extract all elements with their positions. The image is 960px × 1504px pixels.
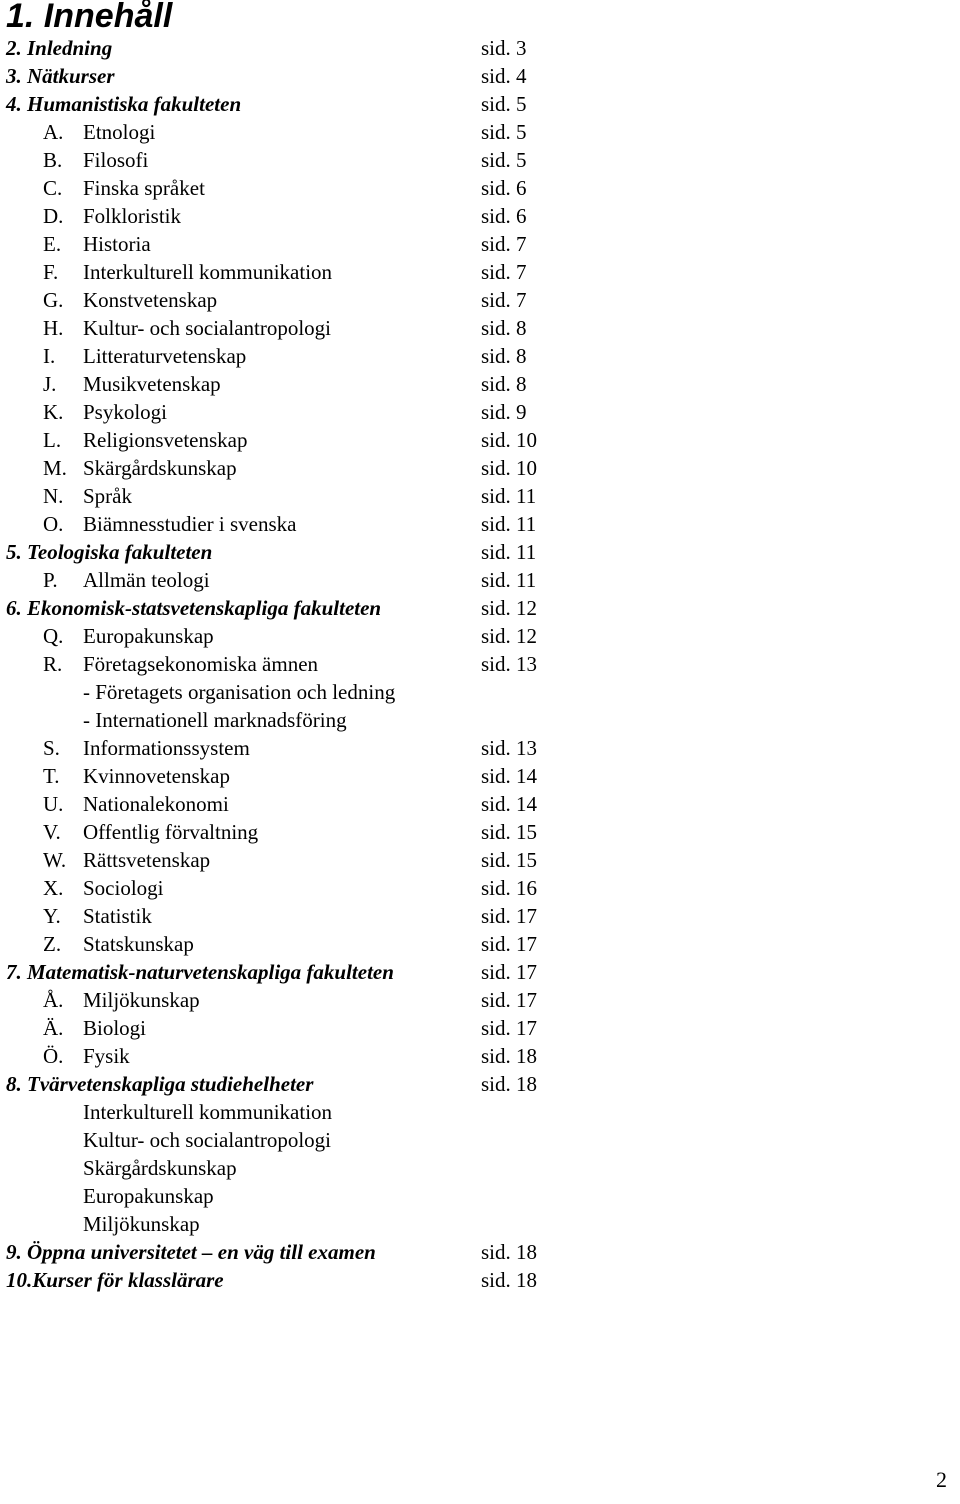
toc-page-ref: sid. 12 [481,624,538,648]
toc-page-ref: sid. 7 [481,288,527,312]
toc-item-row [0,258,960,286]
toc-item-label: Musikvetenskap [83,372,221,396]
toc-item-label: Nationalekonomi [83,792,229,816]
toc-subitem-label: - Företagets organisation och ledning [83,680,396,704]
toc-section-label: 6. Ekonomisk-statsvetenskapliga fakulteten [6,596,382,620]
toc-section-row [0,62,960,90]
toc-item-letter: X. [43,876,64,900]
toc-page-ref: sid. 8 [481,344,527,368]
toc-item-letter: Ö. [43,1044,64,1068]
toc-item-letter: R. [43,652,63,676]
toc-page-ref: sid. 18 [481,1072,538,1096]
toc-item-letter: J. [43,372,57,396]
toc-item-letter: K. [43,400,64,424]
toc-item-letter: H. [43,316,64,340]
toc-item-label: Sociologi [83,876,164,900]
toc-section-label: 9. Öppna universitetet – en väg till examen [6,1240,376,1264]
toc-item-label: Historia [83,232,151,256]
toc-page-ref: sid. 14 [481,792,538,816]
toc-item-row [0,930,960,958]
toc-item-row [0,174,960,202]
toc-section-row [0,1070,960,1098]
toc-item-letter: E. [43,232,62,256]
toc-item-letter: V. [43,820,61,844]
toc-item-row [0,230,960,258]
toc-page-ref: sid. 6 [481,204,527,228]
toc-section-row [0,34,960,62]
toc-item-row [0,454,960,482]
toc-subitem-row [0,678,960,706]
toc-item-row [0,118,960,146]
toc-subitem-label: Interkulturell kommunikation [83,1100,333,1124]
toc-item-letter: F. [43,260,59,284]
toc-page-ref: sid. 18 [481,1240,538,1264]
toc-item-label: Europakunskap [83,624,214,648]
toc-item-label: Finska språket [83,176,205,200]
toc-item-row [0,202,960,230]
toc-item-label: Filosofi [83,148,149,172]
toc-item-row [0,398,960,426]
toc-section-label: 3. Nätkurser [6,64,115,88]
toc-item-letter: D. [43,204,64,228]
toc-subitem-row [0,1210,960,1238]
toc-item-letter: P. [43,568,58,592]
toc-page-ref: sid. 18 [481,1044,538,1068]
toc-section-label: 8. Tvärvetenskapliga studiehelheter [6,1072,314,1096]
toc-item-label: Psykologi [83,400,168,424]
toc-item-letter: Å. [43,988,64,1012]
toc-page-ref: sid. 11 [481,540,537,564]
toc-item-letter: B. [43,148,63,172]
page-title: 1. Innehåll [6,0,173,35]
toc-page-ref: sid. 7 [481,260,527,284]
toc-item-label: Skärgårdskunskap [83,456,237,480]
toc-subitem-label: Kultur- och socialantropologi [83,1128,332,1152]
toc-item-row [0,622,960,650]
toc-page-ref: sid. 13 [481,652,538,676]
toc-item-label: Religionsvetenskap [83,428,248,452]
toc-item-label: Biologi [83,1016,147,1040]
toc-page-ref: sid. 5 [481,92,527,116]
toc-page-ref: sid. 12 [481,596,538,620]
toc-page-ref: sid. 11 [481,484,537,508]
toc-page-ref: sid. 5 [481,148,527,172]
toc-item-label: Statskunskap [83,932,194,956]
toc-item-label: Rättsvetenskap [83,848,211,872]
toc-item-letter: C. [43,176,63,200]
toc-item-label: Offentlig förvaltning [83,820,259,844]
toc-item-label: Folkloristik [83,204,182,228]
toc-item-row [0,874,960,902]
toc-item-label: Fysik [83,1044,130,1068]
toc-subitem-label: Miljökunskap [83,1212,200,1236]
toc-page-ref: sid. 17 [481,1016,538,1040]
toc-page-ref: sid. 8 [481,372,527,396]
toc-item-label: Miljökunskap [83,988,200,1012]
toc-page-ref: sid. 17 [481,960,538,984]
toc-page-ref: sid. 11 [481,512,537,536]
toc-item-letter: Q. [43,624,64,648]
toc-page-ref: sid. 15 [481,820,538,844]
toc-item-letter: Ä. [43,1016,64,1040]
toc-section-row [0,1238,960,1266]
toc-item-label: Interkulturell kommunikation [83,260,333,284]
toc-item-letter: T. [43,764,60,788]
toc-item-letter: U. [43,792,64,816]
toc-item-letter: Y. [43,904,61,928]
toc-section-row [0,90,960,118]
toc-item-label: Statistik [83,904,152,928]
toc-item-row [0,1014,960,1042]
toc-page-ref: sid. 14 [481,764,538,788]
toc-page-ref: sid. 10 [481,428,538,452]
toc-page-ref: sid. 15 [481,848,538,872]
toc-item-label: Allmän teologi [83,568,210,592]
toc-item-row [0,986,960,1014]
toc-page-ref: sid. 13 [481,736,538,760]
toc-item-row [0,734,960,762]
toc-section-label: 4. Humanistiska fakulteten [6,92,242,116]
toc-page-ref: sid. 3 [481,36,527,60]
toc-item-row [0,370,960,398]
toc-item-row [0,1042,960,1070]
toc-item-row [0,482,960,510]
toc-item-row [0,650,960,678]
toc-page-ref: sid. 5 [481,120,527,144]
toc-item-label: Biämnesstudier i svenska [83,512,297,536]
page-number: 2 [936,1467,947,1492]
toc-item-letter: A. [43,120,64,144]
toc-item-row [0,902,960,930]
toc-section-row [0,1266,960,1294]
toc-item-label: Kultur- och socialantropologi [83,316,332,340]
toc-section-label: 2. Inledning [6,36,113,60]
toc-item-label: Kvinnovetenskap [83,764,230,788]
toc-page-ref: sid. 8 [481,316,527,340]
toc-item-row [0,510,960,538]
toc-page-ref: sid. 17 [481,988,538,1012]
table-of-contents [0,34,960,1294]
toc-item-row [0,426,960,454]
toc-subitem-row [0,1126,960,1154]
toc-item-letter: L. [43,428,62,452]
toc-section-label: 5. Teologiska fakulteten [6,540,213,564]
toc-section-label: 10.Kurser för klasslärare [6,1268,224,1292]
toc-item-letter: Z. [43,932,62,956]
toc-item-letter: O. [43,512,64,536]
toc-item-row [0,342,960,370]
toc-item-letter: W. [43,848,67,872]
toc-item-label: Etnologi [83,120,156,144]
toc-subitem-label: Skärgårdskunskap [83,1156,237,1180]
toc-subitem-row [0,1098,960,1126]
toc-page-ref: sid. 6 [481,176,527,200]
toc-item-label: Företagsekonomiska ämnen [83,652,319,676]
toc-item-row [0,762,960,790]
toc-page-ref: sid. 17 [481,932,538,956]
toc-page-ref: sid. 17 [481,904,538,928]
toc-page-ref: sid. 9 [481,400,527,424]
toc-page-ref: sid. 11 [481,568,537,592]
toc-page-ref: sid. 4 [481,64,527,88]
toc-section-row [0,594,960,622]
toc-item-letter: M. [43,456,67,480]
toc-item-row [0,790,960,818]
toc-subitem-row [0,706,960,734]
toc-item-row [0,146,960,174]
toc-page-ref: sid. 16 [481,876,538,900]
toc-item-row [0,286,960,314]
toc-item-letter: S. [43,736,60,760]
toc-item-label: Litteraturvetenskap [83,344,247,368]
toc-section-row [0,538,960,566]
toc-section-row [0,958,960,986]
toc-item-row [0,314,960,342]
toc-item-row [0,566,960,594]
toc-item-letter: N. [43,484,64,508]
toc-page-ref: sid. 10 [481,456,538,480]
toc-item-letter: G. [43,288,64,312]
toc-item-label: Konstvetenskap [83,288,218,312]
toc-page-ref: sid. 18 [481,1268,538,1292]
toc-item-letter: I. [43,344,56,368]
toc-page-ref: sid. 7 [481,232,527,256]
toc-subitem-label: - Internationell marknadsföring [83,708,347,732]
toc-subitem-row [0,1182,960,1210]
toc-item-label: Informationssystem [83,736,250,760]
toc-item-row [0,818,960,846]
toc-section-label: 7. Matematisk-naturvetenskapliga fakulteten [6,960,394,984]
toc-subitem-label: Europakunskap [83,1184,214,1208]
toc-item-label: Språk [83,484,132,508]
toc-subitem-row [0,1154,960,1182]
toc-item-row [0,846,960,874]
